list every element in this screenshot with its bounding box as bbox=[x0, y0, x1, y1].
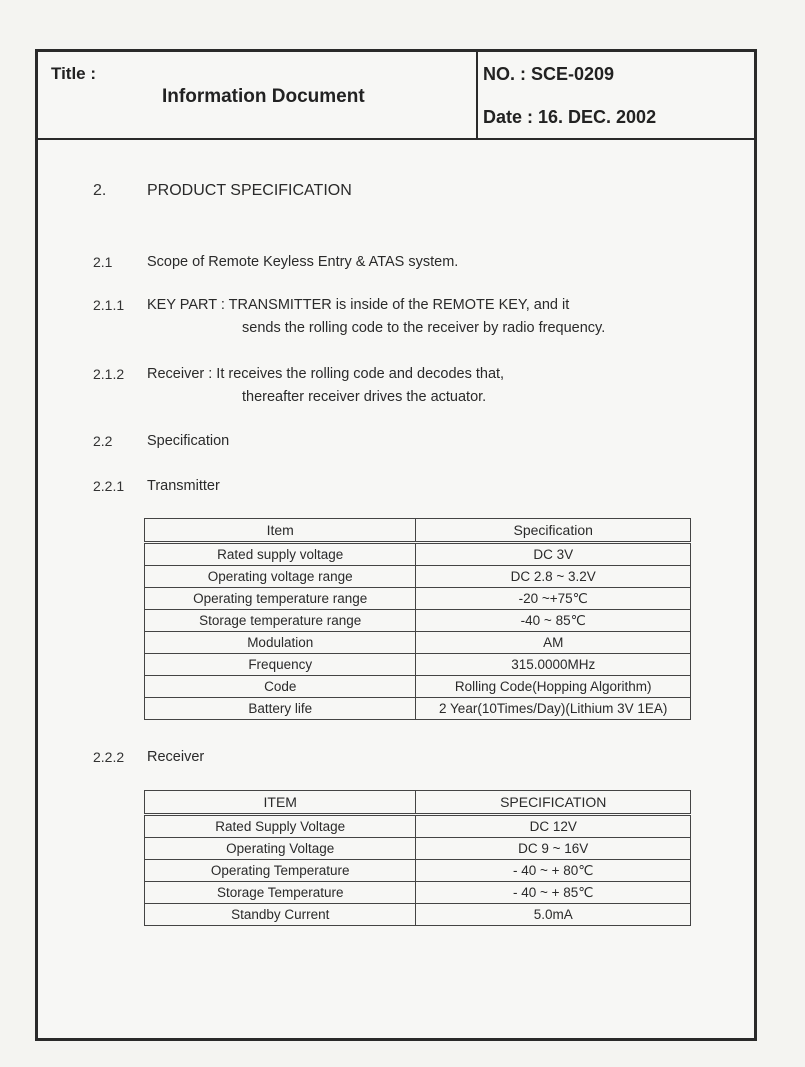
item-number: 2.2.2 bbox=[93, 749, 125, 765]
table-cell: - 40 ~ + 85℃ bbox=[416, 882, 691, 904]
item-text: Receiver : It receives the rolling code and decodes that, bbox=[147, 366, 505, 382]
item-text: Scope of Remote Keyless Entry & ATAS system. bbox=[147, 254, 459, 270]
table-row bbox=[145, 588, 691, 610]
table-cell: Standby Current bbox=[145, 904, 416, 926]
table-cell: Operating Temperature bbox=[145, 860, 416, 882]
table-cell: Battery life bbox=[145, 698, 416, 720]
document-name: Information Document bbox=[162, 86, 365, 107]
table-cell: Rated Supply Voltage bbox=[145, 815, 416, 838]
column-header: Item bbox=[145, 519, 416, 543]
table-cell: Storage Temperature bbox=[145, 882, 416, 904]
item-number: 2.1.1 bbox=[93, 297, 125, 313]
table-cell: Modulation bbox=[145, 632, 416, 654]
item-number: 2.2.1 bbox=[93, 478, 125, 494]
item-text-continued: thereafter receiver drives the actuator. bbox=[242, 389, 487, 405]
table-row bbox=[145, 904, 691, 926]
table-header-row bbox=[145, 519, 691, 543]
item-text: Receiver bbox=[147, 749, 205, 765]
table-row bbox=[145, 610, 691, 632]
document-number: NO. : SCE-0209 bbox=[483, 64, 615, 84]
title-label: Title : bbox=[51, 64, 97, 83]
table-cell: 5.0mA bbox=[416, 904, 691, 926]
table-cell: Rated supply voltage bbox=[145, 543, 416, 566]
column-header: ITEM bbox=[145, 791, 416, 815]
table-cell: 2 Year(10Times/Day)(Lithium 3V 1EA) bbox=[416, 698, 691, 720]
document-date: Date : 16. DEC. 2002 bbox=[483, 107, 657, 127]
table-cell: DC 2.8 ~ 3.2V bbox=[416, 566, 691, 588]
item-number: 2.1.2 bbox=[93, 366, 125, 382]
table-cell: DC 3V bbox=[416, 543, 691, 566]
table-cell: Operating Voltage bbox=[145, 838, 416, 860]
section-title: PRODUCT SPECIFICATION bbox=[147, 182, 352, 199]
item-text: Transmitter bbox=[147, 478, 220, 494]
header-title-cell bbox=[38, 52, 478, 138]
table-row bbox=[145, 543, 691, 566]
item-text-continued: sends the rolling code to the receiver by radio frequency. bbox=[242, 320, 606, 336]
table-row bbox=[145, 676, 691, 698]
table-cell: -40 ~ 85℃ bbox=[416, 610, 691, 632]
table-cell: - 40 ~ + 80℃ bbox=[416, 860, 691, 882]
table-row bbox=[145, 632, 691, 654]
table-cell: DC 9 ~ 16V bbox=[416, 838, 691, 860]
section-number: 2. bbox=[93, 182, 107, 199]
document-header bbox=[38, 52, 754, 140]
table-cell: 315.0000MHz bbox=[416, 654, 691, 676]
table-row bbox=[145, 882, 691, 904]
table-cell: AM bbox=[416, 632, 691, 654]
table-cell: Code bbox=[145, 676, 416, 698]
table-cell: Storage temperature range bbox=[145, 610, 416, 632]
table-row bbox=[145, 698, 691, 720]
table-cell: DC 12V bbox=[416, 815, 691, 838]
item-text: KEY PART : TRANSMITTER is inside of the REMOTE KEY, and it bbox=[147, 297, 570, 313]
table-cell: Frequency bbox=[145, 654, 416, 676]
item-number: 2.2 bbox=[93, 433, 113, 449]
table-row bbox=[145, 566, 691, 588]
table-cell: -20 ~+75℃ bbox=[416, 588, 691, 610]
table-header-row bbox=[145, 791, 691, 815]
transmitter-spec-table bbox=[144, 518, 691, 720]
table-row bbox=[145, 860, 691, 882]
table-cell: Operating voltage range bbox=[145, 566, 416, 588]
table-cell: Operating temperature range bbox=[145, 588, 416, 610]
item-number: 2.1 bbox=[93, 254, 113, 270]
table-row bbox=[145, 654, 691, 676]
table-row bbox=[145, 815, 691, 838]
column-header: SPECIFICATION bbox=[416, 791, 691, 815]
item-text: Specification bbox=[147, 433, 230, 449]
receiver-spec-table bbox=[144, 790, 691, 926]
table-cell: Rolling Code(Hopping Algorithm) bbox=[416, 676, 691, 698]
column-header: Specification bbox=[416, 519, 691, 543]
table-row bbox=[145, 838, 691, 860]
